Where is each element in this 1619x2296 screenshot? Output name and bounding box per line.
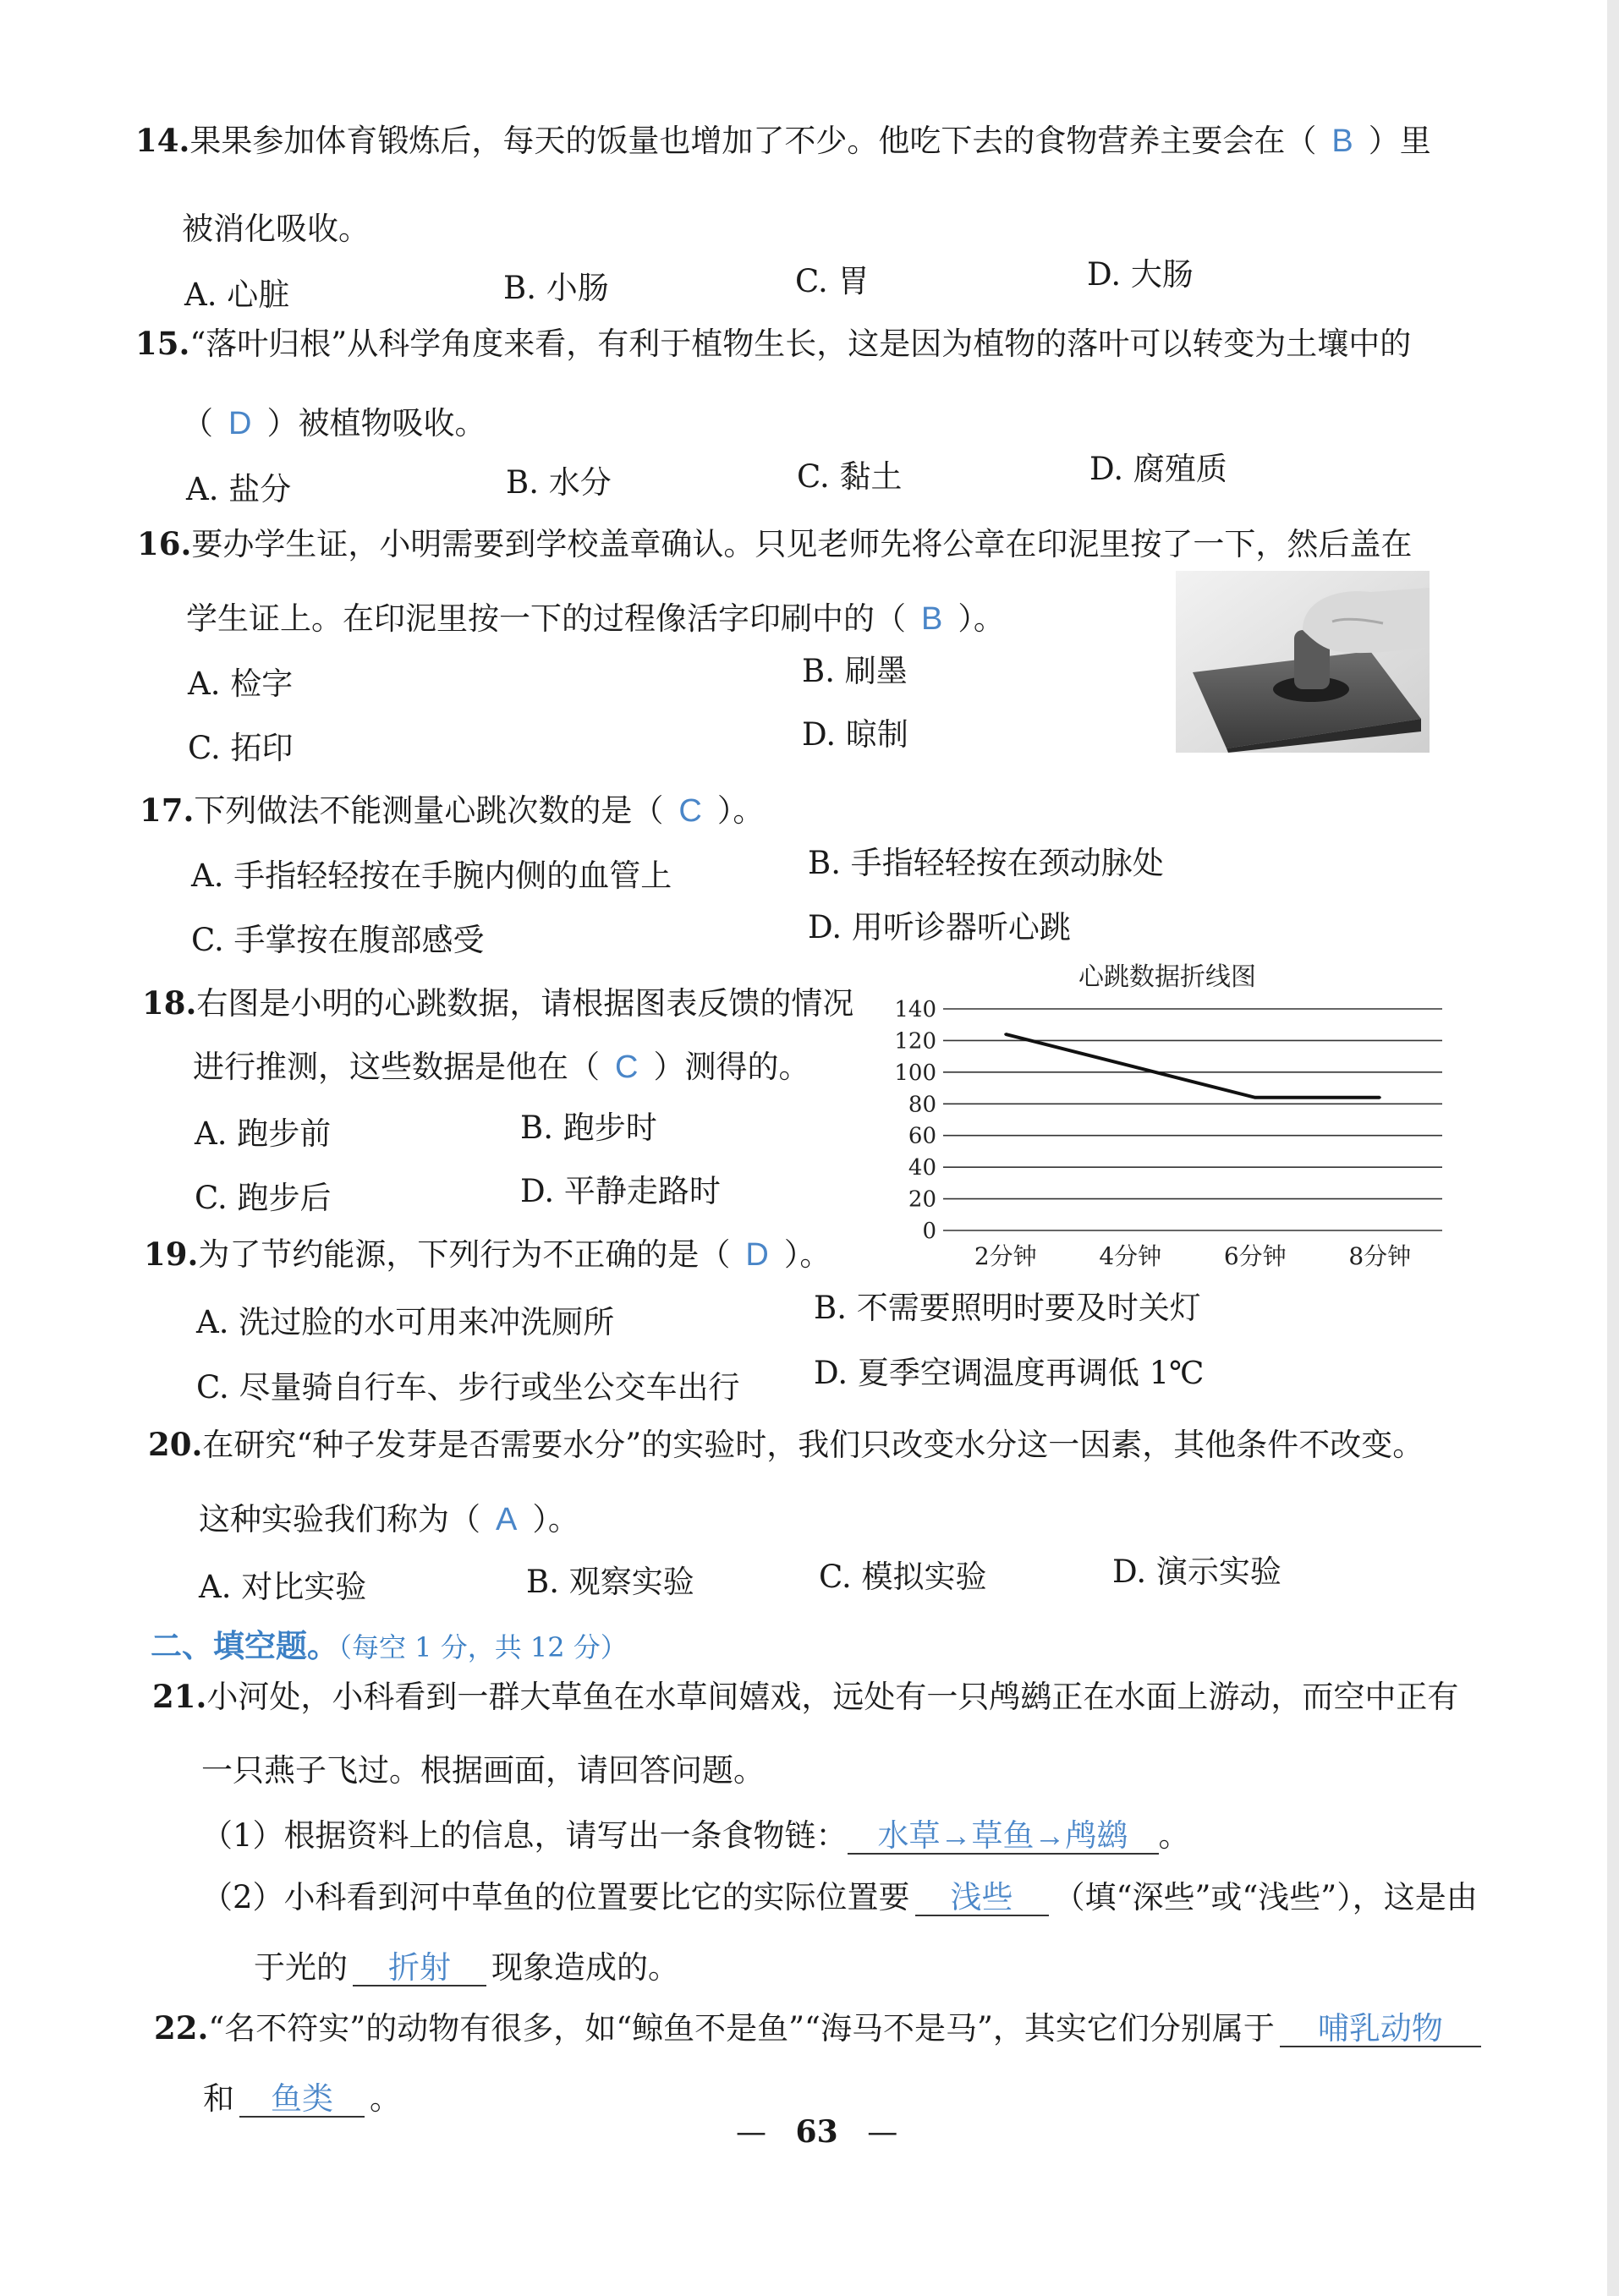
seal-ink-pad-photo bbox=[1176, 571, 1430, 753]
y-tick-label: 0 bbox=[922, 1219, 936, 1244]
question-number: 18. bbox=[142, 984, 197, 1022]
q14-option-a: A. 心脏 bbox=[184, 277, 290, 313]
question-number: 14. bbox=[135, 122, 190, 159]
q21-stem-line2: 一只燕子飞过。根据画面，请回答问题。 bbox=[201, 1752, 765, 1789]
q15-stem-line2: （ D ）被植物吸收。 bbox=[182, 405, 486, 441]
q19-option-c: C. 尽量骑自行车、步行或坐公交车出行 bbox=[196, 1369, 740, 1406]
y-tick-label: 140 bbox=[894, 997, 936, 1022]
q14-option-b: B. 小肠 bbox=[503, 270, 609, 306]
q17-stem: 17.下列做法不能测量心跳次数的是（ C ）。 bbox=[140, 792, 765, 829]
y-tick-label: 80 bbox=[908, 1092, 936, 1118]
q17-option-b: B. 手指轻轻按在颈动脉处 bbox=[808, 845, 1164, 881]
q16-option-b: B. 刷墨 bbox=[802, 653, 908, 689]
q19-option-d: D. 夏季空调温度再调低 1℃ bbox=[814, 1355, 1205, 1391]
question-number: 19. bbox=[144, 1236, 199, 1273]
question-number: 15. bbox=[135, 325, 190, 362]
page-dash-right: — bbox=[867, 2115, 898, 2150]
q20-stem-line1: 20.在研究“种子发芽是否需要水分”的实验时，我们只改变水分这一因素，其他条件不改变。 bbox=[148, 1426, 1424, 1463]
q20-stem-line2: 这种实验我们称为（ A ）。 bbox=[199, 1501, 579, 1537]
answer: A bbox=[496, 1502, 518, 1537]
question-number: 16. bbox=[137, 525, 192, 562]
q21-stem-line1: 21.小河处，小科看到一群大草鱼在水草间嬉戏，远处有一只鸬鹚正在水面上游动，而空中正有 bbox=[152, 1678, 1459, 1715]
data-point bbox=[1129, 1065, 1132, 1067]
answer-blank: 浅些 bbox=[915, 1882, 1049, 1916]
data-point bbox=[1254, 1096, 1256, 1099]
answer-blank: 水草→草鱼→鸬鹚 bbox=[848, 1820, 1159, 1855]
x-tick-label: 4分钟 bbox=[1099, 1242, 1162, 1270]
y-tick-label: 100 bbox=[894, 1060, 936, 1086]
q18-option-b: B. 跑步时 bbox=[520, 1110, 657, 1146]
q15-option-c: C. 黏土 bbox=[797, 458, 903, 495]
q20-option-c: C. 模拟实验 bbox=[819, 1559, 987, 1595]
x-tick-label: 6分钟 bbox=[1223, 1242, 1287, 1270]
q20-option-a: A. 对比实验 bbox=[199, 1569, 367, 1605]
heartbeat-line-chart bbox=[880, 960, 1455, 1273]
answer: D bbox=[228, 406, 252, 441]
question-number: 17. bbox=[140, 792, 195, 829]
answer: C bbox=[678, 793, 702, 829]
scan-edge bbox=[1607, 0, 1619, 2296]
q18-option-d: D. 平静走路时 bbox=[520, 1173, 721, 1209]
q16-option-a: A. 检字 bbox=[188, 666, 294, 702]
q17-option-c: C. 手掌按在腹部感受 bbox=[191, 922, 485, 958]
y-tick-label: 40 bbox=[908, 1155, 936, 1181]
page-number: — 63 — bbox=[736, 2114, 898, 2150]
answer-blank: 哺乳动物 bbox=[1280, 2013, 1481, 2047]
q17-option-d: D. 用听诊器听心跳 bbox=[808, 909, 1071, 945]
q14-option-d: D. 大肠 bbox=[1087, 256, 1194, 293]
x-tick-label: 8分钟 bbox=[1348, 1242, 1412, 1270]
q18-option-c: C. 跑步后 bbox=[195, 1180, 332, 1216]
q21-part3: 于光的 折射 现象造成的。 bbox=[254, 1949, 679, 1986]
question-number: 22. bbox=[154, 2009, 209, 2047]
q15-option-d: D. 腐殖质 bbox=[1089, 451, 1227, 487]
section-title: 二、填空题。 bbox=[151, 1627, 338, 1664]
y-tick-label: 60 bbox=[908, 1123, 936, 1149]
q22-stem-line1: 22.“名不符实”的动物有很多，如“鲸鱼不是鱼”“海马不是马”，其实它们分别属于 哺乳动物 bbox=[154, 2013, 1481, 2047]
q20-option-d: D. 演示实验 bbox=[1112, 1553, 1281, 1590]
data-point bbox=[1379, 1096, 1381, 1099]
q15-stem-line1: 15.“落叶归根”从科学角度来看，有利于植物生长，这是因为植物的落叶可以转变为土壤中的 bbox=[135, 325, 1412, 362]
answer: B bbox=[1331, 123, 1353, 159]
q15-option-a: A. 盐分 bbox=[186, 471, 292, 507]
q16-option-d: D. 晾制 bbox=[802, 716, 908, 753]
q19-option-b: B. 不需要照明时要及时关灯 bbox=[814, 1290, 1201, 1326]
q19-option-a: A. 洗过脸的水可用来冲洗厕所 bbox=[196, 1304, 615, 1340]
y-tick-label: 20 bbox=[908, 1186, 936, 1213]
section-note: （每空 1 分，共 12 分） bbox=[338, 1631, 628, 1663]
q15-option-b: B. 水分 bbox=[506, 464, 612, 501]
q21-part2: （2）小科看到河中草鱼的位置要比它的实际位置要 浅些 （填“深些”或“浅些”），这是由 bbox=[201, 1879, 1478, 1915]
answer: D bbox=[745, 1237, 769, 1273]
q14-stem-line1: 14.果果参加体育锻炼后，每天的饭量也增加了不少。他吃下去的食物营养主要会在（ B ）里 bbox=[135, 122, 1431, 159]
q22-stem-line2: 和 鱼类 。 bbox=[203, 2080, 401, 2117]
chart-title: 心跳数据折线图 bbox=[1078, 962, 1256, 992]
q18-stem-line1: 18.右图是小明的心跳数据，请根据图表反馈的情况 bbox=[142, 984, 854, 1022]
q18-stem-line2: 进行推测，这些数据是他在（ C ）测得的。 bbox=[193, 1049, 810, 1085]
q20-option-b: B. 观察实验 bbox=[526, 1564, 694, 1600]
answer-blank: 折射 bbox=[353, 1952, 486, 1986]
question-number: 21. bbox=[152, 1678, 207, 1715]
answer: C bbox=[615, 1049, 639, 1085]
q16-option-c: C. 拓印 bbox=[188, 730, 294, 766]
question-number: 20. bbox=[148, 1426, 203, 1463]
x-tick-label: 2分钟 bbox=[974, 1242, 1037, 1270]
q17-option-a: A. 手指轻轻按在手腕内侧的血管上 bbox=[191, 858, 672, 894]
q14-option-c: C. 胃 bbox=[795, 263, 870, 299]
page-dash-left: — bbox=[736, 2115, 766, 2150]
answer-blank: 鱼类 bbox=[239, 2083, 365, 2118]
series-line bbox=[1006, 1034, 1380, 1098]
q16-stem-line1: 16.要办学生证，小明需要到学校盖章确认。只见老师先将公章在印泥里按了一下，然后盖在 bbox=[137, 525, 1413, 562]
q16-stem-line2: 学生证上。在印泥里按一下的过程像活字印刷中的（ B ）。 bbox=[186, 600, 1005, 637]
q14-stem-line2: 被消化吸收。 bbox=[182, 211, 370, 247]
q18-option-a: A. 跑步前 bbox=[195, 1115, 332, 1152]
q21-part1: （1）根据资料上的信息，请写出一条食物链： 水草→草鱼→鸬鹚 。 bbox=[201, 1817, 1190, 1854]
data-point bbox=[1004, 1033, 1007, 1035]
y-tick-label: 120 bbox=[894, 1028, 936, 1055]
answer: B bbox=[921, 601, 943, 637]
q19-stem: 19.为了节约能源，下列行为不正确的是（ D ）。 bbox=[144, 1236, 831, 1273]
section-heading bbox=[151, 1627, 628, 1664]
